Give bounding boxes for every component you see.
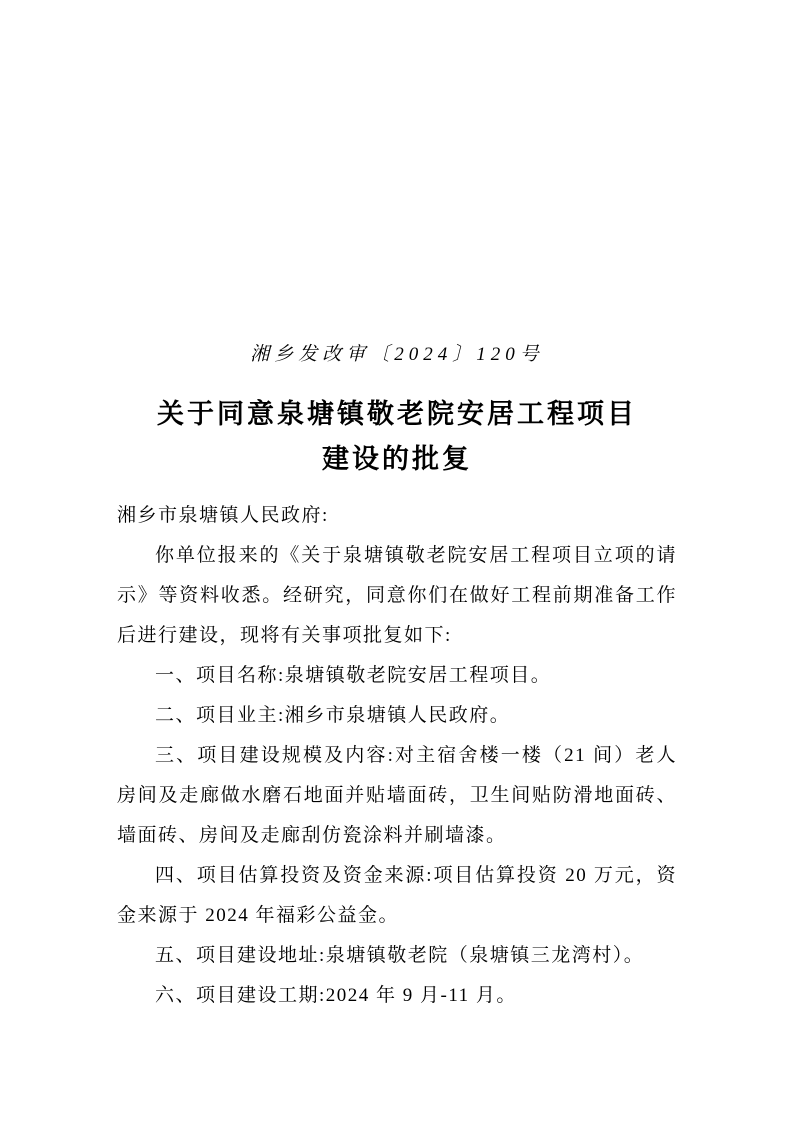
doc-number: 湘乡发改审〔2024〕120号 <box>250 344 544 365</box>
paragraph: 六、项目建设工期:2024 年 9 月-11 月。 <box>155 985 517 1006</box>
title-line-2: 建设的批复 <box>322 444 472 474</box>
document-title <box>117 392 677 482</box>
salutation: 湘乡市泉塘镇人民政府: <box>117 505 329 526</box>
paragraph: 四、项目估算投资及资金来源:项目估算投资 20 万元，资金来源于 2024 年福彩公益金。 <box>117 865 677 926</box>
paragraph: 一、项目名称:泉塘镇敬老院安居工程项目。 <box>155 665 552 686</box>
paragraph: 五、项目建设地址:泉塘镇敬老院（泉塘镇三龙湾村）。 <box>155 945 645 966</box>
paragraph: 你单位报来的《关于泉塘镇敬老院安居工程项目立项的请示》等资料收悉。经研究，同意你们在做好工程前期准备工作后进行建设，现将有关事项批复如下: <box>117 545 677 646</box>
paragraph-list <box>117 536 677 1016</box>
document-body <box>117 496 677 1016</box>
paragraph: 三、项目建设规模及内容:对主宿舍楼一楼（21 间）老人房间及走廊做水磨石地面并贴墙面砖，卫生间贴防滑地面砖、墙面砖、房间及走廊刮仿瓷涂料并刷墙漆。 <box>117 745 677 846</box>
title-line-1: 关于同意泉塘镇敬老院安居工程项目 <box>157 399 637 429</box>
paragraph: 二、项目业主:湘乡市泉塘镇人民政府。 <box>155 705 511 726</box>
